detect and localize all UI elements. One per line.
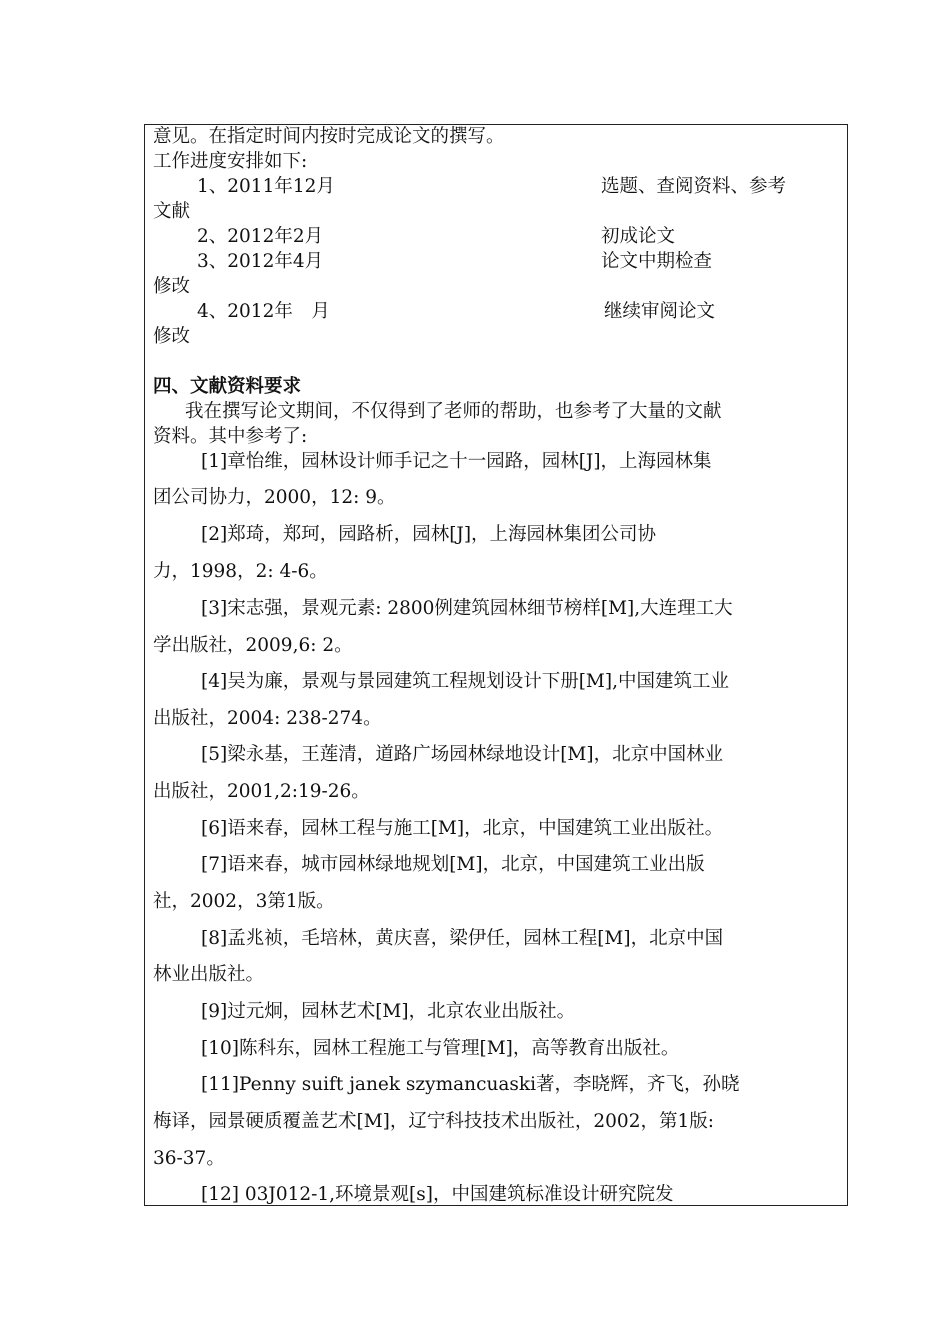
reference-line: [4]吴为廉，景观与景园建筑工程规划设计下册[M],中国建筑工业 (201, 671, 729, 692)
reference-line: 出版社，2004: 238-274。 (153, 708, 382, 729)
reference-line: [5]梁永基，王莲清，道路广场园林绿地设计[M]，北京中国林业 (201, 744, 724, 765)
reference-line: 林业出版社。 (153, 964, 265, 985)
schedule-task: 继续审阅论文 (604, 301, 716, 322)
text-line: 文献 (153, 201, 191, 222)
reference-line: [10]陈科东，园林工程施工与管理[M]，高等教育出版社。 (201, 1038, 680, 1059)
reference-line: 力，1998，2: 4-6。 (153, 561, 328, 582)
reference-line: [2]郑琦，郑珂，园路析，园林[J]，上海园林集团公司协 (201, 524, 657, 545)
schedule-date: 2、2012年2月 (197, 226, 324, 247)
reference-line: [3]宋志强，景观元素: 2800例建筑园林细节榜样[M],大连理工大 (201, 598, 733, 619)
reference-line: [11]Penny suift janek szymancuaski著，李晓辉，齐飞，孙晓 (201, 1074, 740, 1095)
reference-line: 36-37。 (153, 1148, 225, 1169)
reference-line: 社，2002，3第1版。 (153, 891, 335, 912)
reference-line: [7]语来春，城市园林绿地规划[M]，北京，中国建筑工业出版 (201, 854, 705, 875)
schedule-date: 1、2011年12月 (197, 176, 335, 197)
schedule-task: 初成论文 (601, 226, 676, 247)
reference-line: [12] 03J012-1,环境景观[s]，中国建筑标准设计研究院发 (201, 1184, 674, 1205)
text-line: 修改 (153, 276, 191, 297)
text-line: 修改 (153, 326, 191, 347)
schedule-task: 论文中期检查 (601, 251, 713, 272)
schedule-date: 4、2012年 月 (197, 301, 330, 322)
schedule-task: 选题、查阅资料、参考 (601, 176, 787, 197)
reference-line: [6]语来春，园林工程与施工[M]，北京，中国建筑工业出版社。 (201, 818, 724, 839)
reference-line: 梅译，园景硬质覆盖艺术[M]，辽宁科技技术出版社，2002，第1版: (153, 1111, 714, 1132)
reference-line: 出版社，2001,2:19-26。 (153, 781, 370, 802)
reference-line: [9]过元炯，园林艺术[M]，北京农业出版社。 (201, 1001, 576, 1022)
section-heading: 四、文献资料要求 (153, 376, 302, 397)
schedule-date: 3、2012年4月 (197, 251, 324, 272)
reference-line: 团公司协力，2000，12: 9。 (153, 487, 396, 508)
reference-line: [8]孟兆祯，毛培林，黄庆喜，梁伊任，园林工程[M]，北京中国 (201, 928, 724, 949)
text-line: 意见。在指定时间内按时完成论文的撰写。 (153, 126, 505, 147)
text-line: 我在撰写论文期间，不仅得到了老师的帮助，也参考了大量的文献 (185, 401, 722, 422)
text-line: 资料。其中参考了: (153, 426, 308, 447)
reference-line: 学出版社，2009,6: 2。 (153, 635, 353, 656)
text-line: 工作进度安排如下: (153, 151, 308, 172)
reference-line: [1]章怡维，园林设计师手记之十一园路，园林[J]，上海园林集 (201, 451, 712, 472)
